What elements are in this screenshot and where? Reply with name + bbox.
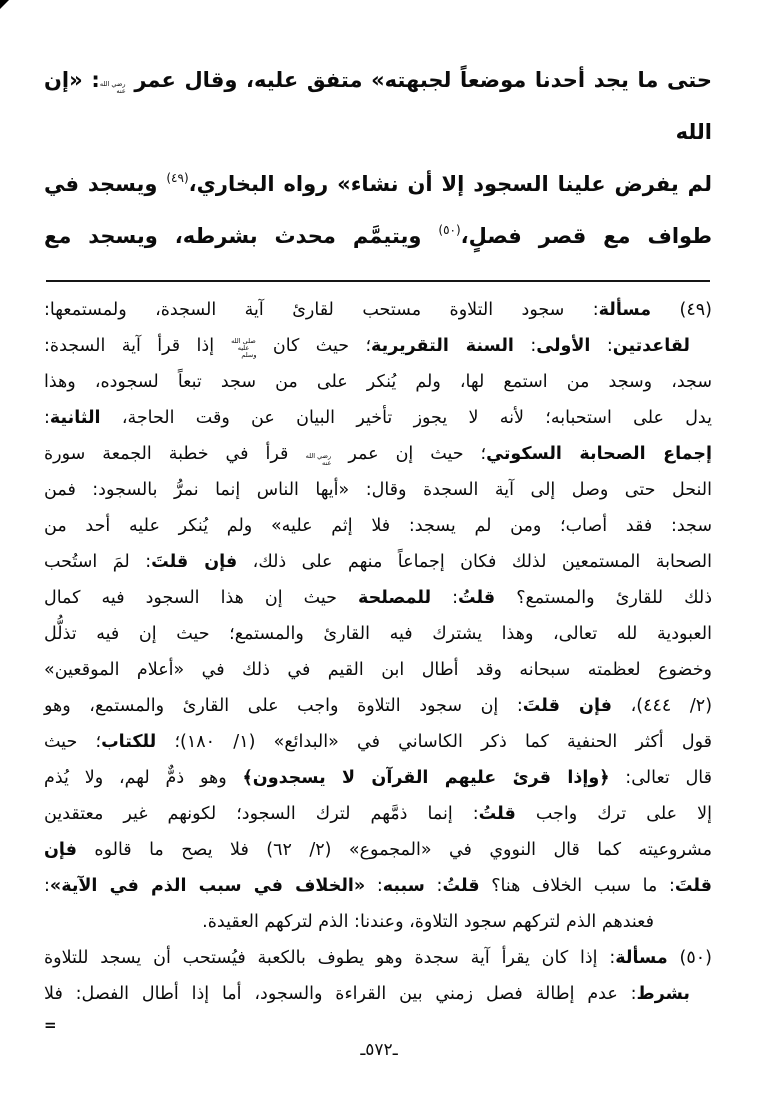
- text-segment: : «إن الله: [44, 68, 712, 144]
- text-segment: قلتُ: [442, 876, 480, 896]
- text-line: [44, 292, 712, 328]
- footnote-49: [44, 292, 712, 940]
- text-segment: مشروعيته كما قال النووي في «المجموع» (٢/ ٦٢) فلا يصح ما قالوه: [76, 840, 712, 860]
- text-line: [44, 328, 712, 364]
- text-segment: مسألة: [615, 948, 668, 968]
- text-segment: مسألة: [598, 300, 652, 320]
- text-segment: :: [44, 876, 50, 896]
- text-segment: فعندهم الذم لتركهم سجود التلاوة، وعندنا: الذم لتركهم العقيدة.: [202, 912, 654, 932]
- text-segment: الثانية: [49, 408, 101, 428]
- scan-artifact: [0, 0, 9, 9]
- footnote-separator: [46, 280, 710, 282]
- page-content: [44, 54, 712, 1038]
- text-segment: : إنما ذمَّهم لترك السجود؛ لكونهم غير معتقدين: [44, 804, 479, 824]
- text-segment: وخضوع لعظمته سبحانه وقد أطال ابن القيم في ذلك في «أعلام الموقعين»: [44, 660, 712, 680]
- text-segment: حتى ما يجد أحدنا موضعاً لجبهته» متفق عليه، وقال عمر: [125, 68, 712, 92]
- text-segment: «الخلاف في سبب الذم في الآية»: [49, 876, 366, 896]
- honorific-symbol: رضي الله عنه: [305, 452, 332, 467]
- text-line: [44, 544, 712, 580]
- text-segment: الصحابة المستمعين لذلك فكان إجماعاً منهم على ذلك،: [237, 552, 712, 572]
- text-line: [44, 158, 712, 210]
- text-segment: :: [365, 876, 383, 896]
- text-segment: (٥٠): [667, 948, 712, 968]
- text-segment: لقاعدتين: [612, 336, 690, 356]
- honorific-symbol: صلى الله عليه وسلم: [231, 337, 257, 359]
- text-segment: (٢/ ٤٤٤)،: [612, 696, 713, 716]
- text-line: [44, 1012, 712, 1038]
- text-line: [44, 400, 712, 436]
- text-segment: =: [44, 1016, 57, 1034]
- text-segment: : عدم إطالة فصل زمني بين القراءة والسجود، أما إذا أطال الفصل: فلا: [44, 984, 637, 1004]
- text-line: [44, 472, 712, 508]
- text-segment: : إذا كان يقرأ آية سجدة وهو يطوف بالكعبة فيُستحب أن يسجد للتلاوة: [44, 948, 616, 968]
- footnotes: [44, 292, 712, 1038]
- text-segment: ذلك للقارئ والمستمع؟: [495, 588, 712, 608]
- text-segment: قلتُ: [458, 588, 496, 608]
- footnote-marker: (٥٠): [438, 223, 461, 237]
- text-segment: قلتُ: [478, 804, 516, 824]
- text-segment: يدل على استحبابه؛ لأنه لا يجوز تأخير البيان عن وقت الحاجة،: [100, 408, 712, 428]
- honorific-symbol: رضي الله عنه: [99, 80, 126, 95]
- text-segment: فإن قلتَ: [151, 552, 238, 572]
- text-segment: قال تعالى:: [609, 768, 712, 788]
- text-segment: : إن سجود التلاوة واجب على القارئ والمستمع، وهو: [44, 696, 523, 716]
- text-segment: (٤٩): [651, 300, 712, 320]
- text-segment: سجد، وسجد من استمع لها، ولم يُنكر على من سجد تبعاً لسجوده، وهذا: [44, 372, 712, 392]
- text-segment: :: [424, 876, 443, 896]
- text-segment: : لمَ استُحب: [44, 552, 152, 572]
- text-segment: وهو ذمٌّ لهم، ولا يُذم: [44, 768, 243, 788]
- text-segment: العبودية لله تعالى، وهذا يشترك فيه القارئ والمستمع؛ حيث إن فيه تذلُّل: [44, 624, 712, 644]
- text-segment: إذا قرأ آية السجدة:: [44, 336, 231, 356]
- text-line: [44, 210, 712, 262]
- text-segment: إلا على ترك واجب: [515, 804, 712, 824]
- text-segment: سجد: فقد أصاب؛ ومن لم يسجد: فلا إثم عليه» ولم يُنكر عليه أحد من: [44, 516, 712, 536]
- text-line: [44, 436, 712, 472]
- text-segment: ويسجد في: [44, 172, 167, 196]
- text-segment: :: [590, 336, 613, 356]
- text-segment: سببه: [382, 876, 425, 896]
- text-segment: ويتيمَّم محدث بشرطه، ويسجد مع: [44, 224, 439, 248]
- text-segment: حيث إن هذا السجود فيه كمال: [44, 588, 358, 608]
- text-segment: للكتاب: [101, 732, 157, 752]
- footnote-marker: (٤٩): [166, 171, 189, 185]
- text-segment: السنة التقريرية: [371, 336, 514, 356]
- text-line: [44, 54, 712, 158]
- text-line: [44, 364, 712, 400]
- text-segment: : ما سبب الخلاف هنا؟: [479, 876, 675, 896]
- text-segment: للمصلحة: [358, 588, 432, 608]
- text-line: [44, 508, 712, 544]
- quran-verse: ﴿وإذا قرئ عليهم القرآن لا يسجدون﴾: [242, 768, 610, 788]
- text-line: [44, 976, 712, 1012]
- main-text: [44, 54, 712, 262]
- text-segment: :: [513, 336, 537, 356]
- text-line: [44, 868, 712, 904]
- text-line: [44, 652, 712, 688]
- text-segment: قول أكثر الحنفية كما ذكر الكاساني في «البدائع» (١/ ١٨٠)؛: [156, 732, 712, 752]
- text-segment: :: [431, 588, 459, 608]
- text-segment: النحل حتى وصل إلى آية السجدة وقال: «أيها الناس إنما نمرُّ بالسجود: فمن: [44, 480, 712, 500]
- text-line: [44, 940, 712, 976]
- text-line: [44, 688, 712, 724]
- text-line: [44, 616, 712, 652]
- text-segment: فإن: [44, 840, 77, 860]
- footnote-50: [44, 940, 712, 1038]
- text-segment: قلتَ: [674, 876, 712, 896]
- text-segment: ؛ حيث: [44, 732, 102, 752]
- text-line: [44, 760, 712, 796]
- text-line: [44, 580, 712, 616]
- text-segment: :: [44, 408, 50, 428]
- text-segment: ؛ حيث كان: [256, 336, 372, 356]
- page-number: ـ٥٧٢ـ: [360, 1040, 398, 1060]
- text-segment: قرأ في خطبة الجمعة سورة: [44, 444, 306, 464]
- text-segment: لم يفرض علينا السجود إلا أن نشاء» رواه البخاري،: [188, 172, 712, 196]
- text-line: [44, 796, 712, 832]
- text-line: [44, 724, 712, 760]
- text-segment: بشرط: [636, 984, 690, 1004]
- text-segment: فإن قلتَ: [522, 696, 612, 716]
- text-segment: إجماع الصحابة السكوتي: [486, 444, 712, 464]
- text-line: [44, 832, 712, 868]
- text-line: [44, 904, 712, 940]
- text-segment: الأولى: [536, 336, 591, 356]
- text-segment: : سجود التلاوة مستحب لقارئ آية السجدة، ولمستمعها:: [44, 300, 599, 320]
- text-segment: طواف مع قصر فصلٍ،: [460, 224, 712, 248]
- text-segment: ؛ حيث إن عمر: [331, 444, 487, 464]
